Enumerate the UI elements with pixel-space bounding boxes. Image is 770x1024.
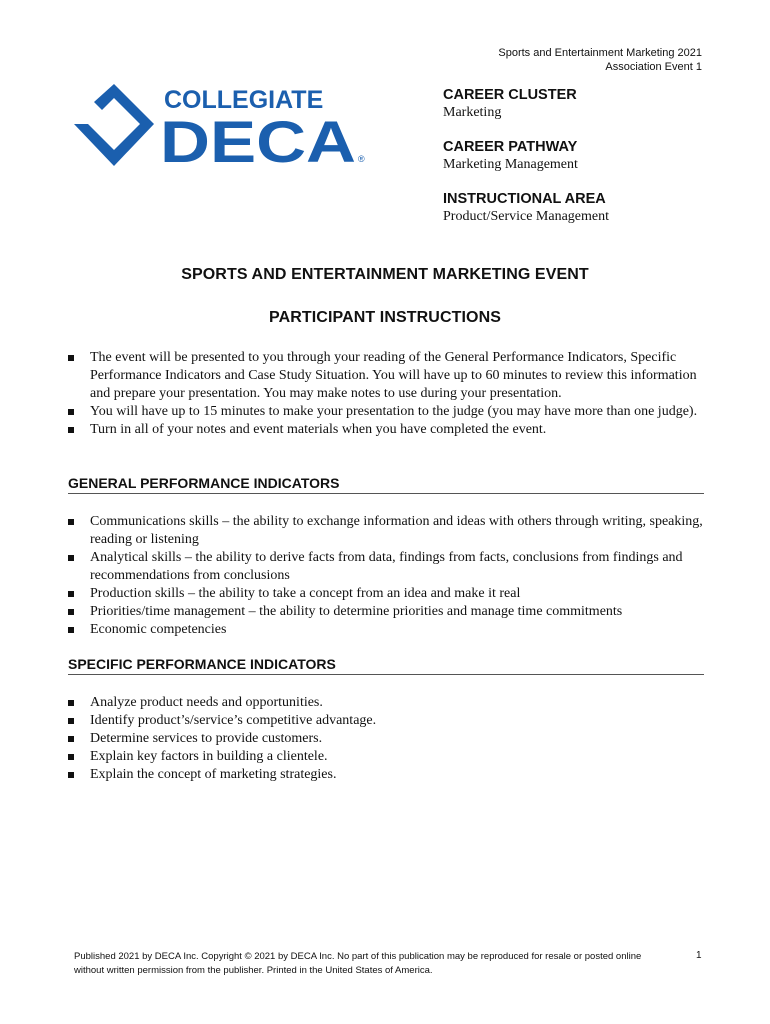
bullet-icon: [68, 736, 74, 742]
bullet-icon: [68, 555, 74, 561]
career-pathway-heading: CAREER PATHWAY: [443, 139, 578, 155]
list-item: Economic competencies: [68, 621, 708, 639]
general-indicators-heading: GENERAL PERFORMANCE INDICATORS: [68, 475, 704, 494]
bullet-icon: [68, 355, 74, 361]
list-item: The event will be presented to you through your reading of the General Performance Indicators, Specific Performance Indicators and Case Study Situation. You will have up to 60 minutes to review this information and prepare your presentation. You may make notes to use during your presentation.: [68, 349, 708, 403]
career-info: [443, 86, 723, 242]
bullet-icon: [68, 591, 74, 597]
list-item: Communications skills – the ability to exchange information and ideas with others through writing, speaking, reading or listening: [68, 513, 708, 549]
logo-main-text: DECA: [160, 110, 356, 166]
list-item: Identify product’s/service’s competitive advantage.: [68, 712, 708, 730]
list-item: You will have up to 15 minutes to make your presentation to the judge (you may have more than one judge).: [68, 403, 708, 421]
general-indicators-list: [68, 513, 708, 639]
logo-top-text: COLLEGIATE: [164, 86, 324, 114]
bullet-icon: [68, 754, 74, 760]
bullet-icon: [68, 700, 74, 706]
instructional-area-heading: INSTRUCTIONAL AREA: [443, 191, 606, 207]
list-item: Priorities/time management – the ability to determine priorities and manage time commitments: [68, 603, 708, 621]
document-header: [498, 46, 702, 74]
list-item: Analyze product needs and opportunities.: [68, 694, 708, 712]
header-line-2: Association Event 1: [605, 61, 702, 73]
bullet-icon: [68, 772, 74, 778]
list-item: Production skills – the ability to take a concept from an idea and make it real: [68, 585, 708, 603]
specific-indicators-list: [68, 694, 708, 784]
copyright-footer: Published 2021 by DECA Inc. Copyright © 2021 by DECA Inc. No part of this publication may be reproduced for resale or posted online without written permission from the publisher. Printed in the United States of America.: [74, 951, 642, 976]
page-number: 1: [696, 950, 702, 961]
specific-indicators-heading: SPECIFIC PERFORMANCE INDICATORS: [68, 656, 704, 675]
bullet-icon: [68, 427, 74, 433]
bullet-icon: [68, 519, 74, 525]
career-cluster-heading: CAREER CLUSTER: [443, 87, 577, 103]
list-item: Explain the concept of marketing strategies.: [68, 766, 708, 784]
list-item: Explain key factors in building a clientele.: [68, 748, 708, 766]
career-pathway-value: Marketing Management: [443, 157, 578, 172]
bullet-icon: [68, 409, 74, 415]
instructional-area-value: Product/Service Management: [443, 209, 610, 224]
instructions-title: PARTICIPANT INSTRUCTIONS: [268, 309, 502, 326]
list-item: Determine services to provide customers.: [68, 730, 708, 748]
collegiate-deca-logo: [74, 84, 374, 166]
header-line-1: Sports and Entertainment Marketing 2021: [498, 47, 702, 59]
list-item: Turn in all of your notes and event materials when you have completed the event.: [68, 421, 708, 439]
bullet-icon: [68, 627, 74, 633]
logo-reg-mark: ®: [358, 154, 365, 164]
event-title: SPORTS AND ENTERTAINMENT MARKETING EVENT: [181, 266, 589, 283]
career-cluster-value: Marketing: [443, 105, 502, 120]
instructions-list: [68, 349, 708, 439]
bullet-icon: [68, 609, 74, 615]
list-item: Analytical skills – the ability to derive facts from data, findings from facts, conclusions from findings and recommendations from conclusions: [68, 549, 708, 585]
bullet-icon: [68, 718, 74, 724]
